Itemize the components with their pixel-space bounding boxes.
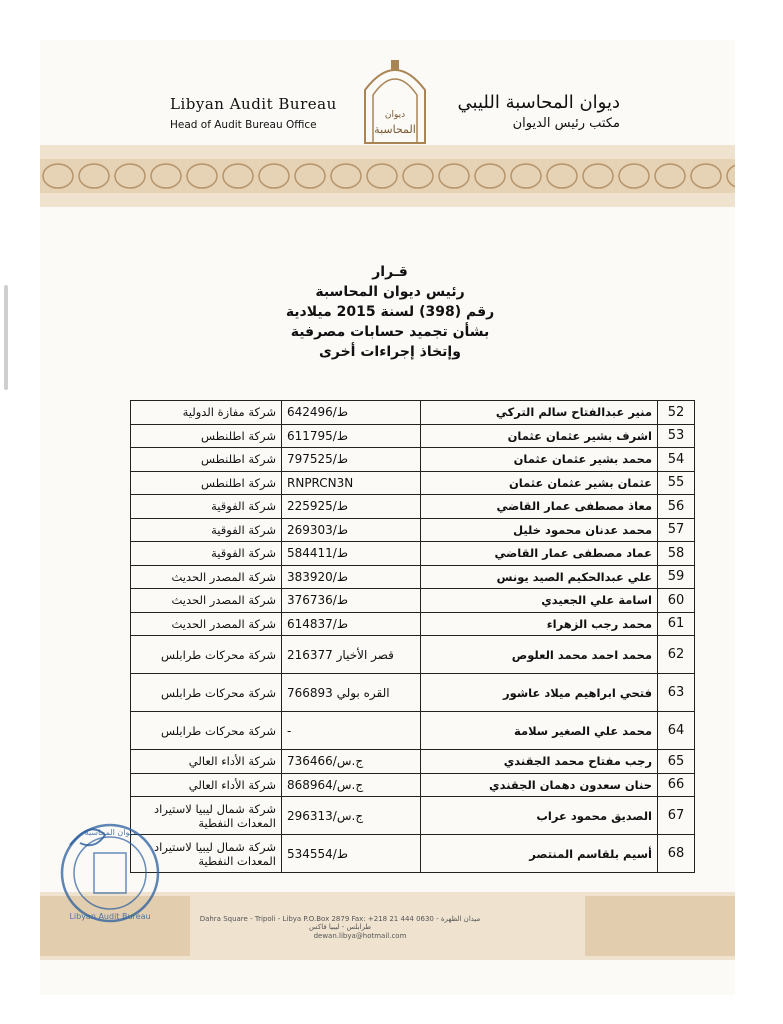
person-name: علي عبدالحكيم الصيد يونس bbox=[421, 565, 658, 589]
row-number: 68 bbox=[658, 835, 695, 873]
person-name: محمد علي الصغير سلامة bbox=[421, 712, 658, 750]
account-number: 614837/ط bbox=[282, 612, 421, 636]
row-number: 59 bbox=[658, 565, 695, 589]
account-number: 296313/ج.س bbox=[282, 797, 421, 835]
row-number: 54 bbox=[658, 448, 695, 472]
person-name: رجب مفتاح محمد الجقندي bbox=[421, 750, 658, 774]
account-number: 584411/ط bbox=[282, 542, 421, 566]
bureau-logo bbox=[355, 55, 435, 145]
top-ornament-band bbox=[40, 145, 735, 207]
title-line-5: وإتخاذ إجراءات أخرى bbox=[319, 344, 461, 360]
row-number: 61 bbox=[658, 612, 695, 636]
row-number: 53 bbox=[658, 424, 695, 448]
account-number: 376736/ط bbox=[282, 589, 421, 613]
row-number: 63 bbox=[658, 674, 695, 712]
table-row bbox=[131, 589, 695, 613]
footer-address: Dahra Square - Tripoli - Libya P.O.Box 2879 Fax: +218 21 444 0630 ميدان الظهرة - طرابلس - ليبيا فاكس bbox=[199, 915, 481, 931]
row-number: 56 bbox=[658, 495, 695, 519]
accounts-table bbox=[130, 400, 695, 873]
company-name: شركة الفوقية bbox=[131, 518, 282, 542]
office-name-en: Head of Audit Bureau Office bbox=[170, 119, 317, 131]
person-name: محمد احمد محمد العلوص bbox=[421, 636, 658, 674]
person-name: عثمان بشير عثمان عثمان bbox=[421, 471, 658, 495]
header-english bbox=[170, 95, 340, 131]
table-row bbox=[131, 612, 695, 636]
table-row bbox=[131, 750, 695, 774]
row-number: 65 bbox=[658, 750, 695, 774]
row-number: 55 bbox=[658, 471, 695, 495]
person-name: الصديق محمود عراب bbox=[421, 797, 658, 835]
table-row bbox=[131, 495, 695, 519]
company-name: شركة شمال ليبيا لاستيراد المعدات النفطية bbox=[131, 835, 282, 873]
table-row bbox=[131, 448, 695, 472]
table-row bbox=[131, 518, 695, 542]
account-number: 269303/ط bbox=[282, 518, 421, 542]
svg-text:ديوان المحاسبة: ديوان المحاسبة bbox=[84, 828, 136, 837]
person-name: اسامة علي الجعيدي bbox=[421, 589, 658, 613]
company-name: شركة الأداء العالي bbox=[131, 773, 282, 797]
company-name: شركة محركات طرابلس bbox=[131, 636, 282, 674]
svg-text:المحاسبة: المحاسبة bbox=[374, 123, 416, 136]
table-row bbox=[131, 542, 695, 566]
company-name: شركة الفوقية bbox=[131, 542, 282, 566]
account-number: 868964/ج.س bbox=[282, 773, 421, 797]
row-number: 58 bbox=[658, 542, 695, 566]
person-name: فتحي ابراهيم ميلاد عاشور bbox=[421, 674, 658, 712]
account-number: 766893 القره بولي bbox=[282, 674, 421, 712]
account-number: 383920/ط bbox=[282, 565, 421, 589]
person-name: منير عبدالفتاح سالم التركي bbox=[421, 401, 658, 425]
company-name: شركة الفوقية bbox=[131, 495, 282, 519]
title-line-1: قـرار bbox=[372, 264, 408, 280]
company-name: شركة محركات طرابلس bbox=[131, 674, 282, 712]
account-number: 611795/ط bbox=[282, 424, 421, 448]
row-number: 66 bbox=[658, 773, 695, 797]
account-number: - bbox=[282, 712, 421, 750]
company-name: شركة اطلنطس bbox=[131, 424, 282, 448]
row-number: 52 bbox=[658, 401, 695, 425]
person-name: معاذ مصطفى عمار القاضي bbox=[421, 495, 658, 519]
company-name: شركة اطلنطس bbox=[131, 448, 282, 472]
account-number: 642496/ط bbox=[282, 401, 421, 425]
title-line-3: رقم (398) لسنة 2015 ميلادية bbox=[285, 304, 495, 320]
decision-title bbox=[250, 262, 530, 362]
company-name: شركة المصدر الحديث bbox=[131, 589, 282, 613]
person-name: محمد رجب الزهراء bbox=[421, 612, 658, 636]
table-row bbox=[131, 636, 695, 674]
office-name-ar: مكتب رئيس الديوان bbox=[512, 116, 620, 131]
table-row bbox=[131, 401, 695, 425]
account-number: 797525/ط bbox=[282, 448, 421, 472]
title-line-2: رئيس ديوان المحاسبة bbox=[315, 284, 465, 300]
account-number: RNPRCN3N bbox=[282, 471, 421, 495]
person-name: محمد بشير عثمان عثمان bbox=[421, 448, 658, 472]
company-name: شركة اطلنطس bbox=[131, 471, 282, 495]
row-number: 64 bbox=[658, 712, 695, 750]
person-name: أسيم بلقاسم المنتصر bbox=[421, 835, 658, 873]
person-name: حنان سعدون دهمان الجقندي bbox=[421, 773, 658, 797]
footer-email: dewan.libya@hotmail.com bbox=[313, 932, 407, 940]
company-name: شركة شمال ليبيا لاستيراد المعدات النفطية bbox=[131, 797, 282, 835]
table-row bbox=[131, 773, 695, 797]
company-name: شركة الأداء العالي bbox=[131, 750, 282, 774]
row-number: 62 bbox=[658, 636, 695, 674]
table-row bbox=[131, 565, 695, 589]
company-name: شركة المصدر الحديث bbox=[131, 612, 282, 636]
person-name: محمد عدنان محمود خليل bbox=[421, 518, 658, 542]
official-stamp bbox=[50, 815, 165, 925]
company-name: شركة مفازة الدولية bbox=[131, 401, 282, 425]
header-arabic bbox=[445, 92, 620, 131]
account-number: 534554/ط bbox=[282, 835, 421, 873]
logo-lettering: ديوان bbox=[384, 110, 406, 120]
scrollbar[interactable] bbox=[4, 285, 8, 390]
table-row bbox=[131, 471, 695, 495]
company-name: شركة محركات طرابلس bbox=[131, 712, 282, 750]
table-row bbox=[131, 712, 695, 750]
row-number: 60 bbox=[658, 589, 695, 613]
row-number: 67 bbox=[658, 797, 695, 835]
account-number: 736466/ج.س bbox=[282, 750, 421, 774]
company-name: شركة المصدر الحديث bbox=[131, 565, 282, 589]
table-row bbox=[131, 674, 695, 712]
table-row bbox=[131, 835, 695, 873]
row-number: 57 bbox=[658, 518, 695, 542]
svg-text:Libyan Audit Bureau: Libyan Audit Bureau bbox=[69, 912, 151, 921]
table-row bbox=[131, 424, 695, 448]
title-line-4: بشأن تجميد حسابات مصرفية bbox=[290, 324, 490, 340]
account-number: 225925/ط bbox=[282, 495, 421, 519]
account-number: 216377 قصر الأخيار bbox=[282, 636, 421, 674]
table-row bbox=[131, 797, 695, 835]
org-name-en: Libyan Audit Bureau bbox=[170, 95, 337, 113]
org-name-ar: ديوان المحاسبة الليبي bbox=[457, 92, 620, 113]
person-name: عماد مصطفى عمار القاضي bbox=[421, 542, 658, 566]
person-name: اشرف بشير عثمان عثمان bbox=[421, 424, 658, 448]
